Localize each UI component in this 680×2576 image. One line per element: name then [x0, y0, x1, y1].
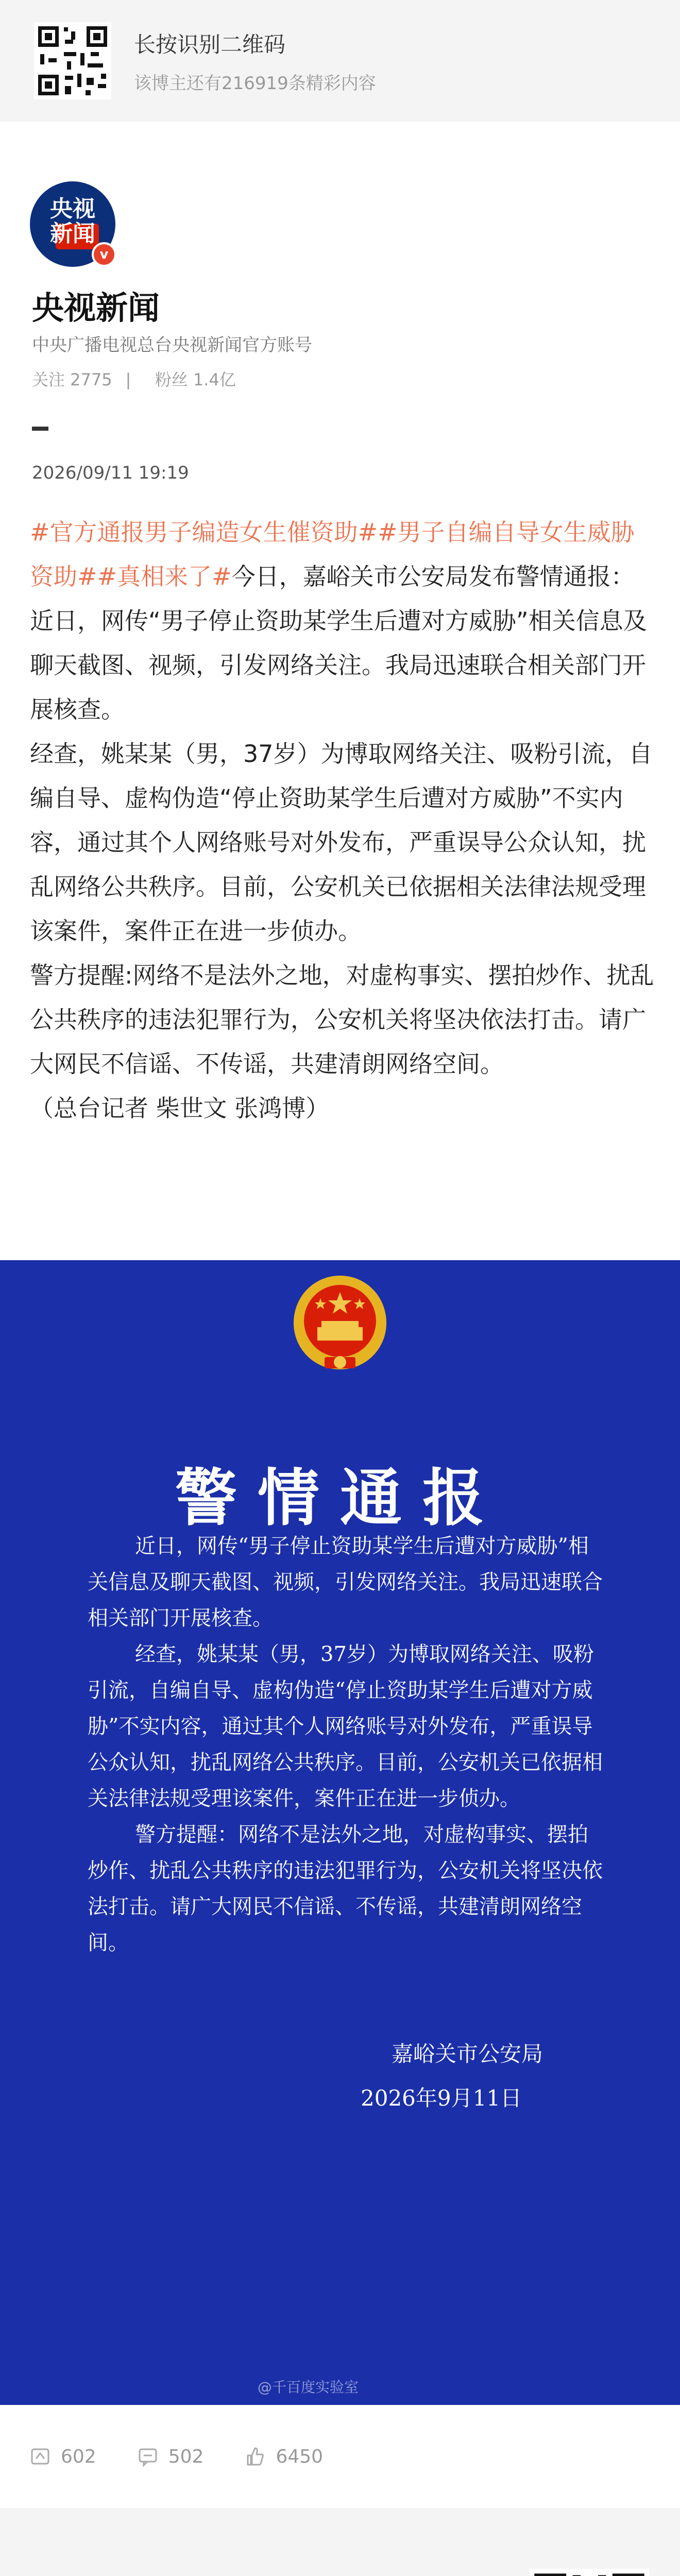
post-paragraph-3: 警方提醒:网络不是法外之地，对虚构事实、摆拍炒作、扰乱公共秩序的违法犯罪行为，公安机关将坚决依法打击。请广大网民不信谣、不传谣，共建清朗网络空间。: [30, 961, 654, 1078]
image-watermark: @千百度实验室: [258, 2379, 359, 2396]
repost-icon: [30, 2446, 50, 2467]
author-description: 中央广播电视总台央视新闻官方账号: [32, 335, 312, 355]
hashtag-2[interactable]: #男子自编自导女生威胁资助#: [30, 518, 635, 590]
post-paragraph-4: （总台记者 柴世文 张鸿博）: [30, 1094, 330, 1122]
bottom-banner: [0, 2508, 680, 2576]
followers-count[interactable]: 粉丝 1.4亿: [155, 370, 236, 389]
avatar-logo-text: 央视 新闻: [50, 196, 95, 247]
post-time: 2026/09/11 19:19: [32, 463, 189, 483]
banner-title: 长按识别二维码: [134, 31, 286, 57]
police-notice-image[interactable]: [0, 1260, 680, 2405]
comment-count: 502: [168, 2446, 204, 2467]
repost-button[interactable]: [30, 2446, 96, 2467]
stats-divider: |: [125, 370, 131, 389]
banner-subtitle: 该博主还有216919条精彩内容: [134, 73, 376, 94]
post-paragraph-2: 经查，姚某某（男，37岁）为博取网络关注、吸粉引流，自编自导、虚构伪造“停止资助某学生后遭对方威胁”不实内容，通过其个人网络账号对外发布，严重误导公众认知，扰乱网络公共秩序。目前，公安机关已依据相关法律法规受理该案件，案件正在进一步侦办。: [30, 740, 653, 945]
notice-date: 2026年9月11日: [361, 2086, 522, 2111]
hashtag-1[interactable]: #官方通报男子编造女生催资助#: [30, 518, 378, 546]
top-banner: [0, 0, 680, 122]
qr-code-icon[interactable]: [34, 22, 111, 99]
author-name[interactable]: 央视新闻: [32, 289, 160, 327]
notice-body: [88, 1528, 603, 1961]
notice-title: 警情通报: [175, 1462, 505, 1534]
notice-signature: 嘉峪关市公安局: [392, 2041, 543, 2066]
notice-paragraph-2: 经查，姚某某（男，37岁）为博取网络关注、吸粉引流，自编自导、虚构伪造“停止资助某学生后遭对方威胁”不实内容，通过其个人网络账号对外发布，严重误导公众认知，扰乱网络公共秩序。目前，公安机关已依据相关法律法规受理该案件，案件正在进一步侦办。: [88, 1642, 603, 1810]
post-paragraph-1-text: 今日，嘉峪关市公安局发布警情通报：近日，网传“男子停止资助某学生后遭对方威胁”相关信息及聊天截图、视频，引发网络关注。我局迅速联合相关部门开展核查。: [30, 563, 647, 723]
like-count: 6450: [276, 2446, 324, 2467]
post-paragraph-1: [30, 510, 654, 732]
comment-icon: [138, 2446, 158, 2467]
verified-badge-icon: v: [92, 242, 116, 267]
notice-paragraph-3: 警方提醒：网络不是法外之地，对虚构事实、摆拍炒作、扰乱公共秩序的违法犯罪行为，公安机关将坚决依法打击。请广大网民不信谣、不传谣，共建清朗网络空间。: [88, 1823, 603, 1955]
weibo-qr-code-icon[interactable]: [530, 2569, 649, 2576]
post-body: [30, 510, 654, 1130]
thumbs-up-icon: [245, 2446, 265, 2467]
like-button[interactable]: [245, 2446, 323, 2467]
action-bar: [0, 2405, 680, 2508]
following-count[interactable]: 关注 2775: [32, 370, 112, 389]
divider-dash: [32, 427, 48, 431]
repost-count: 602: [61, 2446, 96, 2467]
notice-paragraph-1: 近日，网传“男子停止资助某学生后遭对方威胁”相关信息及聊天截图、视频，引发网络关注。我局迅速联合相关部门开展核查。: [88, 1534, 603, 1630]
comment-button[interactable]: [138, 2446, 204, 2467]
national-emblem-icon: [288, 1272, 392, 1375]
hashtag-3[interactable]: #真相来了#: [97, 563, 232, 590]
author-stats: [32, 367, 249, 391]
